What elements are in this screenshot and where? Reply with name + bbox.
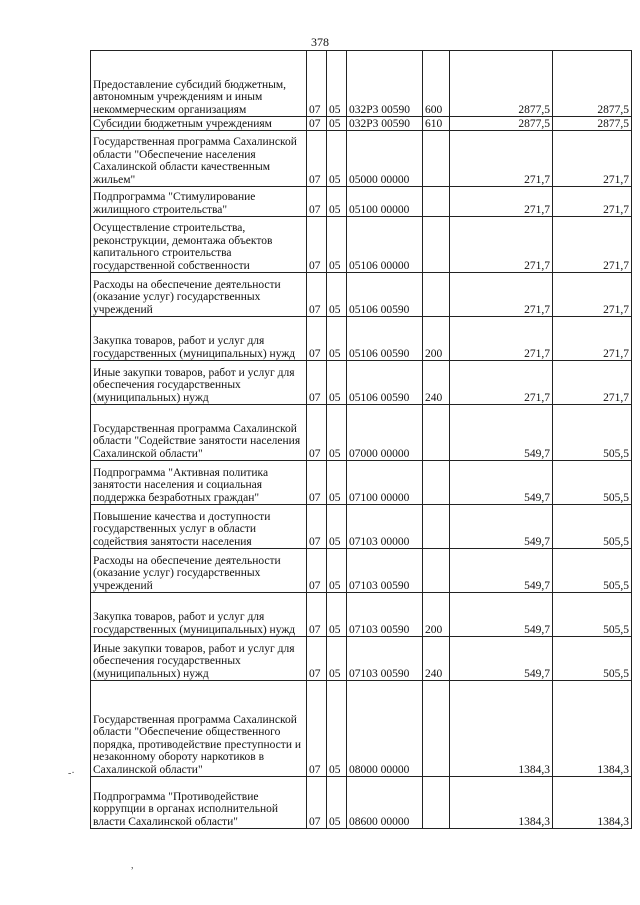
table-row <box>91 593 632 637</box>
budget-name-cell: Осуществление строительства, реконструкции, демонтажа объектов капитального строительства государственной собственности <box>91 217 307 273</box>
target-article-cell: 05106 00000 <box>347 217 423 273</box>
budget-name-cell: Подпрограмма "Стимулирование жилищного строительства" <box>91 187 307 217</box>
amount-fact-cell: 505,5 <box>553 549 632 593</box>
subsection-code-cell: 05 <box>327 51 347 117</box>
table-row <box>91 405 632 461</box>
budget-name-cell: Иные закупки товаров, работ и услуг для обеспечения государственных (муниципальных) нужд <box>91 361 307 405</box>
target-article-cell: 032Р3 00590 <box>347 117 423 131</box>
target-article-cell: 08600 00000 <box>347 777 423 829</box>
budget-name-cell: Государственная программа Сахалинской области "Содействие занятости населения Сахалинской области" <box>91 405 307 461</box>
amount-plan-cell: 271,7 <box>450 187 553 217</box>
section-code-cell: 07 <box>307 549 327 593</box>
budget-name-cell: Подпрограмма "Активная политика занятости населения и социальная поддержка безработных граждан" <box>91 461 307 505</box>
budget-name-cell: Государственная программа Сахалинской области "Обеспечение общественного порядка, противодействие преступности и незаконному обороту наркотиков в Сахалинской области" <box>91 681 307 777</box>
section-code-cell: 07 <box>307 187 327 217</box>
subsection-code-cell: 05 <box>327 461 347 505</box>
target-article-cell: 08000 00000 <box>347 681 423 777</box>
budget-name-cell: Закупка товаров, работ и услуг для государственных (муниципальных) нужд <box>91 593 307 637</box>
budget-table <box>90 50 632 829</box>
section-code-cell: 07 <box>307 681 327 777</box>
section-code-cell: 07 <box>307 461 327 505</box>
expense-type-cell: 600 <box>423 51 450 117</box>
expense-type-cell <box>423 273 450 317</box>
section-code-cell: 07 <box>307 273 327 317</box>
target-article-cell: 07000 00000 <box>347 405 423 461</box>
expense-type-cell: 240 <box>423 637 450 681</box>
amount-plan-cell: 549,7 <box>450 505 553 549</box>
margin-mark: -· <box>68 768 75 779</box>
table-row <box>91 361 632 405</box>
amount-fact-cell: 271,7 <box>553 131 632 187</box>
amount-fact-cell: 505,5 <box>553 593 632 637</box>
table-row <box>91 777 632 829</box>
subsection-code-cell: 05 <box>327 549 347 593</box>
amount-fact-cell: 271,7 <box>553 361 632 405</box>
expense-type-cell <box>423 131 450 187</box>
section-code-cell: 07 <box>307 593 327 637</box>
amount-fact-cell: 1384,3 <box>553 681 632 777</box>
expense-type-cell <box>423 549 450 593</box>
expense-type-cell <box>423 461 450 505</box>
table-row <box>91 317 632 361</box>
budget-name-cell: Иные закупки товаров, работ и услуг для обеспечения государственных (муниципальных) нужд <box>91 637 307 681</box>
target-article-cell: 07103 00590 <box>347 549 423 593</box>
subsection-code-cell: 05 <box>327 117 347 131</box>
target-article-cell: 032Р3 00590 <box>347 51 423 117</box>
expense-type-cell <box>423 505 450 549</box>
budget-name-cell: Предоставление субсидий бюджетным, автономным учреждениям и иным некоммерческим организациям <box>91 51 307 117</box>
target-article-cell: 07100 00000 <box>347 461 423 505</box>
subsection-code-cell: 05 <box>327 217 347 273</box>
subsection-code-cell: 05 <box>327 187 347 217</box>
section-code-cell: 07 <box>307 637 327 681</box>
amount-plan-cell: 271,7 <box>450 273 553 317</box>
subsection-code-cell: 05 <box>327 361 347 405</box>
expense-type-cell <box>423 405 450 461</box>
subsection-code-cell: 05 <box>327 505 347 549</box>
budget-name-cell: Повышение качества и доступности государственных услуг в области содействия занятости населения <box>91 505 307 549</box>
budget-name-cell: Закупка товаров, работ и услуг для государственных (муниципальных) нужд <box>91 317 307 361</box>
table-row <box>91 273 632 317</box>
subsection-code-cell: 05 <box>327 131 347 187</box>
expense-type-cell: 200 <box>423 317 450 361</box>
amount-fact-cell: 2877,5 <box>553 117 632 131</box>
budget-name-cell: Государственная программа Сахалинской области "Обеспечение населения Сахалинской области качественным жильем" <box>91 131 307 187</box>
amount-plan-cell: 1384,3 <box>450 777 553 829</box>
target-article-cell: 05100 00000 <box>347 187 423 217</box>
section-code-cell: 07 <box>307 317 327 361</box>
section-code-cell: 07 <box>307 217 327 273</box>
amount-plan-cell: 271,7 <box>450 217 553 273</box>
target-article-cell: 05106 00590 <box>347 317 423 361</box>
table-row <box>91 681 632 777</box>
table-row <box>91 117 632 131</box>
budget-name-cell: Расходы на обеспечение деятельности (оказание услуг) государственных учреждений <box>91 273 307 317</box>
subsection-code-cell: 05 <box>327 593 347 637</box>
amount-plan-cell: 549,7 <box>450 405 553 461</box>
page-number: 378 <box>311 35 329 49</box>
table-row <box>91 637 632 681</box>
amount-fact-cell: 271,7 <box>553 317 632 361</box>
expense-type-cell <box>423 681 450 777</box>
target-article-cell: 07103 00590 <box>347 593 423 637</box>
amount-fact-cell: 505,5 <box>553 461 632 505</box>
table-row <box>91 51 632 117</box>
table-row <box>91 131 632 187</box>
target-article-cell: 07103 00590 <box>347 637 423 681</box>
amount-plan-cell: 549,7 <box>450 637 553 681</box>
budget-name-cell: Субсидии бюджетным учреждениям <box>91 117 307 131</box>
amount-plan-cell: 549,7 <box>450 461 553 505</box>
table-row <box>91 549 632 593</box>
amount-plan-cell: 271,7 <box>450 131 553 187</box>
table-row <box>91 187 632 217</box>
budget-table-body <box>91 51 632 829</box>
target-article-cell: 05106 00590 <box>347 273 423 317</box>
amount-fact-cell: 505,5 <box>553 405 632 461</box>
section-code-cell: 07 <box>307 505 327 549</box>
amount-fact-cell: 271,7 <box>553 187 632 217</box>
section-code-cell: 07 <box>307 777 327 829</box>
margin-mark: , <box>131 860 134 871</box>
target-article-cell: 07103 00000 <box>347 505 423 549</box>
amount-plan-cell: 271,7 <box>450 317 553 361</box>
subsection-code-cell: 05 <box>327 637 347 681</box>
target-article-cell: 05106 00590 <box>347 361 423 405</box>
section-code-cell: 07 <box>307 361 327 405</box>
section-code-cell: 07 <box>307 51 327 117</box>
amount-fact-cell: 505,5 <box>553 637 632 681</box>
amount-plan-cell: 1384,3 <box>450 681 553 777</box>
table-row <box>91 505 632 549</box>
amount-fact-cell: 271,7 <box>553 273 632 317</box>
amount-fact-cell: 505,5 <box>553 505 632 549</box>
expense-type-cell <box>423 217 450 273</box>
amount-plan-cell: 549,7 <box>450 549 553 593</box>
amount-fact-cell: 271,7 <box>553 217 632 273</box>
section-code-cell: 07 <box>307 131 327 187</box>
amount-plan-cell: 271,7 <box>450 361 553 405</box>
subsection-code-cell: 05 <box>327 273 347 317</box>
subsection-code-cell: 05 <box>327 317 347 361</box>
amount-plan-cell: 549,7 <box>450 593 553 637</box>
target-article-cell: 05000 00000 <box>347 131 423 187</box>
section-code-cell: 07 <box>307 117 327 131</box>
subsection-code-cell: 05 <box>327 681 347 777</box>
amount-fact-cell: 1384,3 <box>553 777 632 829</box>
amount-plan-cell: 2877,5 <box>450 51 553 117</box>
budget-name-cell: Расходы на обеспечение деятельности (оказание услуг) государственных учреждений <box>91 549 307 593</box>
expense-type-cell: 240 <box>423 361 450 405</box>
expense-type-cell: 610 <box>423 117 450 131</box>
table-row <box>91 217 632 273</box>
subsection-code-cell: 05 <box>327 405 347 461</box>
budget-name-cell: Подпрограмма "Противодействие коррупции в органах исполнительной власти Сахалинской области" <box>91 777 307 829</box>
amount-fact-cell: 2877,5 <box>553 51 632 117</box>
section-code-cell: 07 <box>307 405 327 461</box>
amount-plan-cell: 2877,5 <box>450 117 553 131</box>
expense-type-cell: 200 <box>423 593 450 637</box>
expense-type-cell <box>423 187 450 217</box>
table-row <box>91 461 632 505</box>
expense-type-cell <box>423 777 450 829</box>
subsection-code-cell: 05 <box>327 777 347 829</box>
